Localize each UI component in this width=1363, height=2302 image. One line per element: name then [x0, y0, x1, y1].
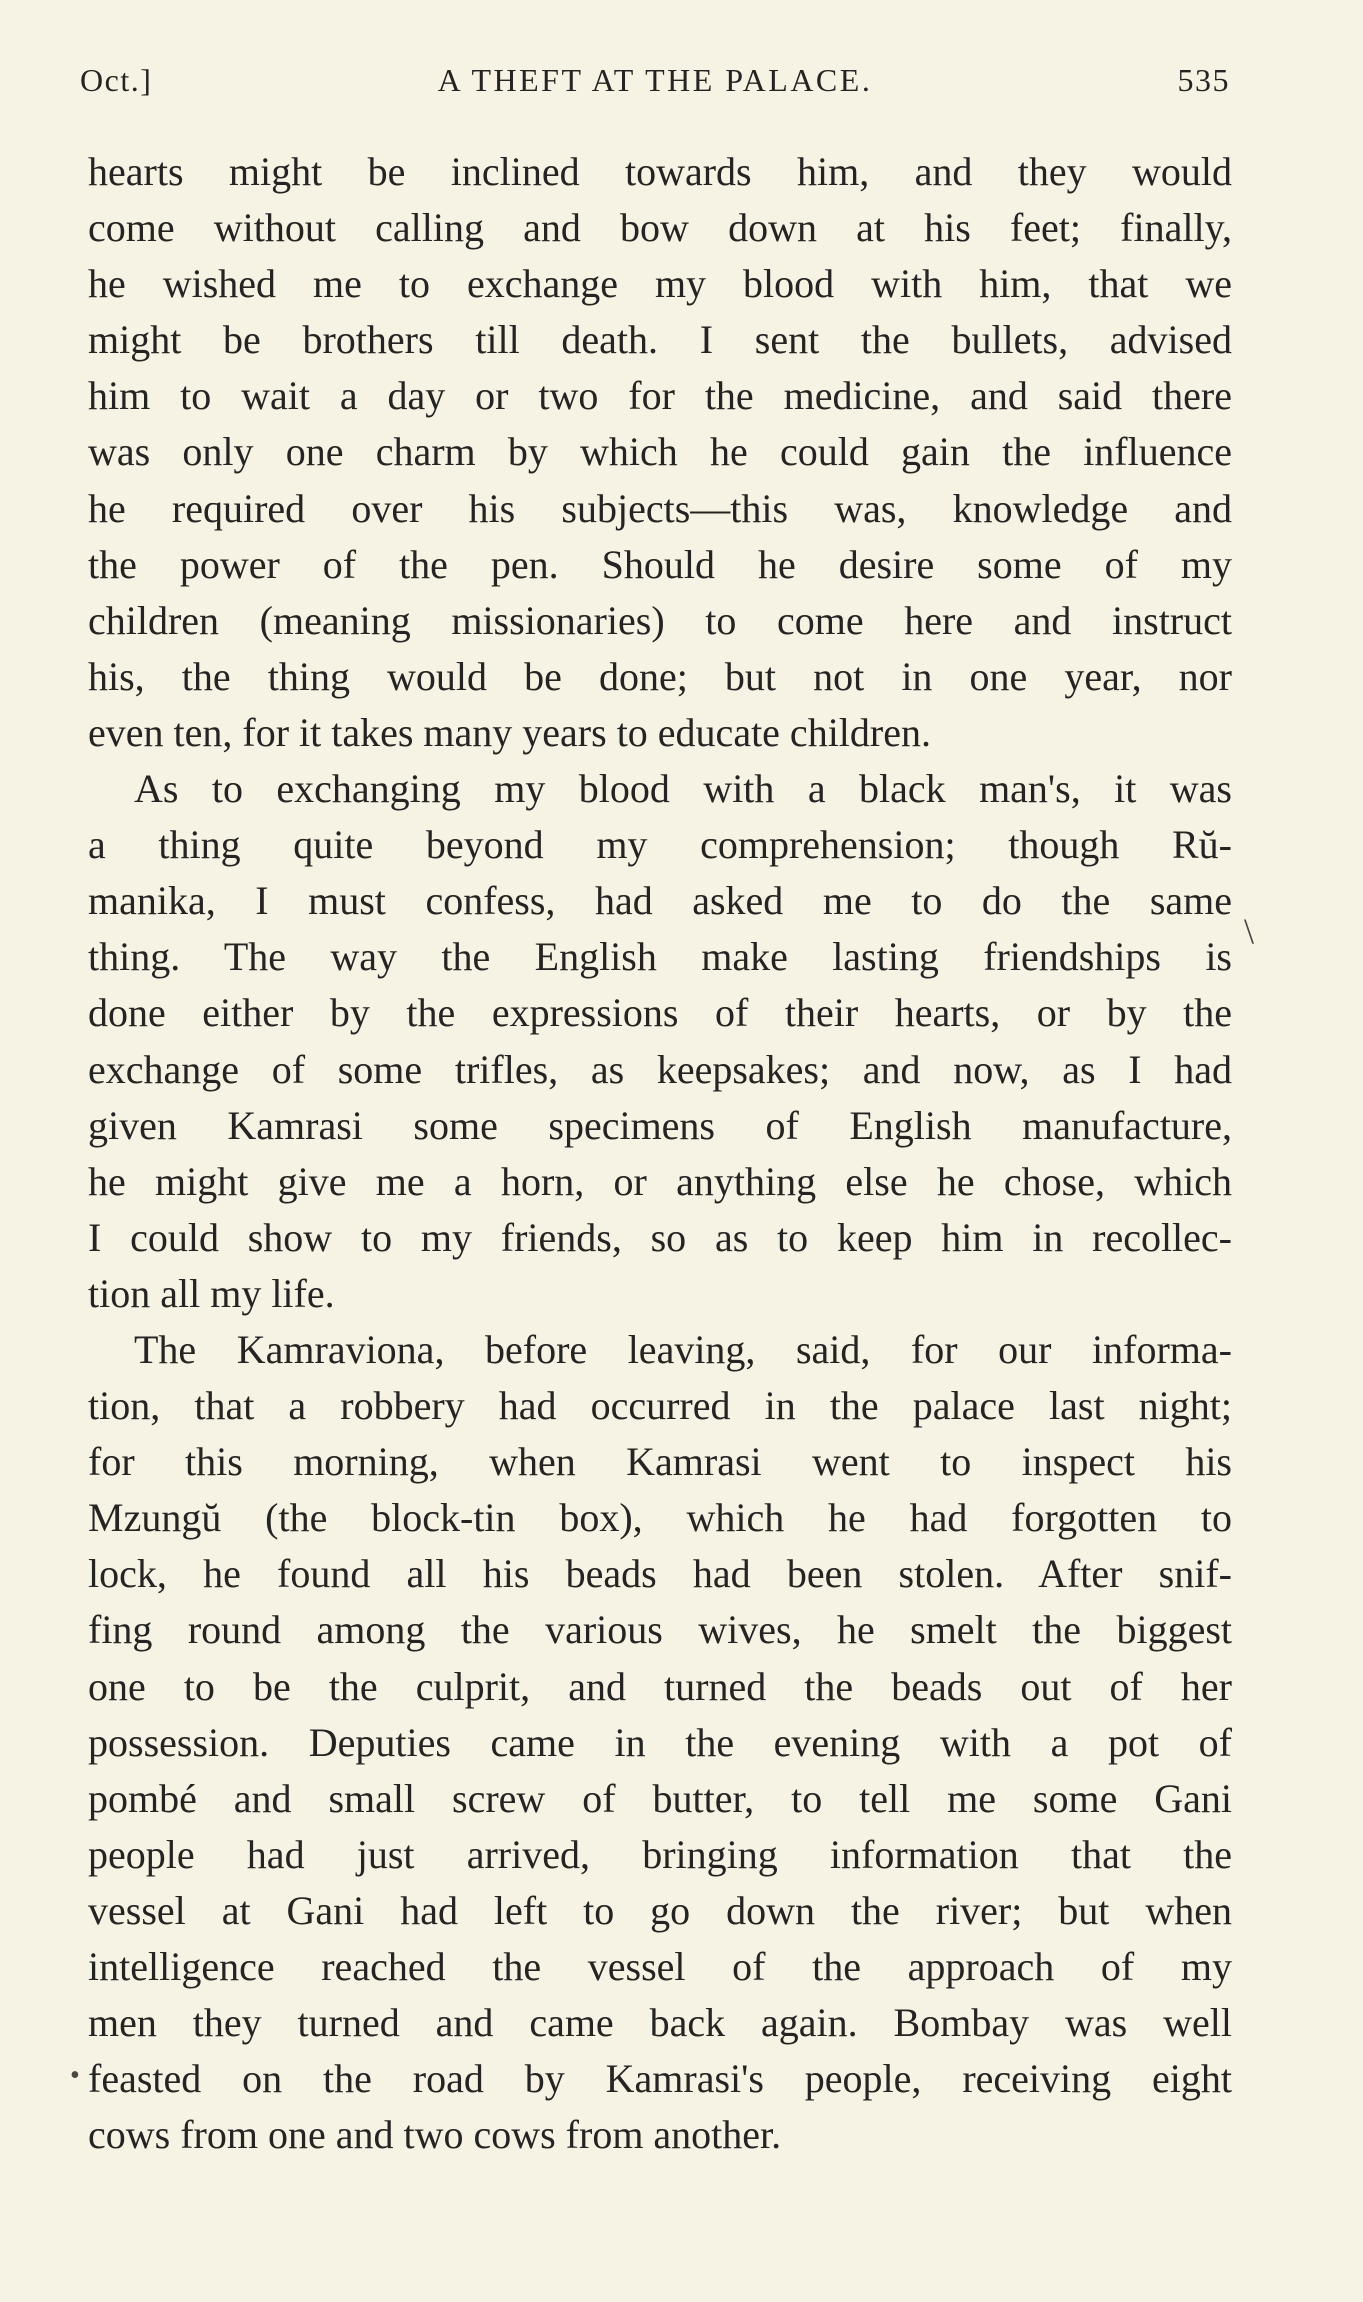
margin-dot-mark: •	[70, 2060, 80, 2091]
text-line: manika, I must confess, had asked me to do the same	[88, 878, 1232, 924]
text-line: children (meaning missionaries) to come here and instruct	[88, 597, 1232, 643]
text-line: intelligence reached the vessel of the approach of my	[88, 1944, 1232, 1989]
text-line: one to be the culprit, and turned the beads out of her	[88, 1663, 1232, 1709]
text-line: he might give me a horn, or anything else he chose, which	[88, 1158, 1232, 1204]
text-line: the power of the pen. Should he desire some of my	[88, 541, 1232, 587]
running-head-title: A THEFT AT THE PALACE.	[437, 62, 873, 98]
text-line: possession. Deputies came in the evening with a pot of	[88, 1719, 1232, 1765]
text-line: men they turned and came back again. Bombay was well	[88, 2000, 1232, 2046]
text-line: pombé and small screw of butter, to tell me some Gani	[88, 1775, 1232, 1821]
text-line: a thing quite beyond my comprehension; though Rŭ-	[88, 822, 1232, 868]
text-line: hearts might be inclined towards him, and they would	[88, 149, 1232, 194]
text-line: might be brothers till death. I sent the bullets, advised	[88, 317, 1232, 363]
text-line: lock, he found all his beads had been stolen. After snif-	[88, 1551, 1232, 1597]
text-line: tion, that a robbery had occurred in the palace last night;	[88, 1383, 1232, 1429]
paragraph-start-line: The Kamraviona, before leaving, said, for our informa-	[134, 1326, 1232, 1372]
text-line: people had just arrived, bringing information that the	[88, 1831, 1232, 1877]
text-line: done either by the expressions of their hearts, or by the	[88, 990, 1232, 1036]
text-line: he required over his subjects—this was, knowledge and	[88, 485, 1232, 531]
text-line: thing. The way the English make lasting friendships is	[88, 934, 1232, 980]
text-line: given Kamrasi some specimens of English manufacture,	[88, 1102, 1232, 1148]
text-line: his, the thing would be done; but not in one year, nor	[88, 653, 1232, 699]
text-line: was only one charm by which he could gain the influence	[88, 429, 1232, 475]
paragraph-start-line: As to exchanging my blood with a black man's, it was	[134, 766, 1232, 812]
text-line: Mzungŭ (the block-tin box), which he had forgotten to	[88, 1495, 1232, 1541]
text-line: cows from one and two cows from another.	[88, 2112, 782, 2158]
text-line: come without calling and bow down at his feet; finally,	[88, 205, 1232, 251]
text-line: for this morning, when Kamrasi went to inspect his	[88, 1439, 1232, 1485]
text-line: him to wait a day or two for the medicine, and said there	[88, 373, 1232, 419]
text-line: vessel at Gani had left to go down the river; but when	[88, 1887, 1232, 1933]
text-line: tion all my life.	[88, 1270, 335, 1316]
text-line: fing round among the various wives, he smelt the biggest	[88, 1607, 1232, 1653]
text-line: even ten, for it takes many years to educate children.	[88, 709, 931, 755]
running-head-month: Oct.]	[80, 62, 153, 98]
body-text	[88, 144, 1232, 2163]
text-line: I could show to my friends, so as to keep him in recollec-	[88, 1214, 1232, 1260]
text-line: feasted on the road by Kamrasi's people, receiving eight	[88, 2056, 1232, 2102]
margin-pencil-mark: \	[1244, 911, 1255, 951]
page-number: 535	[1177, 62, 1230, 98]
running-head	[80, 62, 1230, 114]
text-line: he wished me to exchange my blood with him, that we	[88, 261, 1232, 307]
text-line: exchange of some trifles, as keepsakes; and now, as I had	[88, 1046, 1232, 1092]
